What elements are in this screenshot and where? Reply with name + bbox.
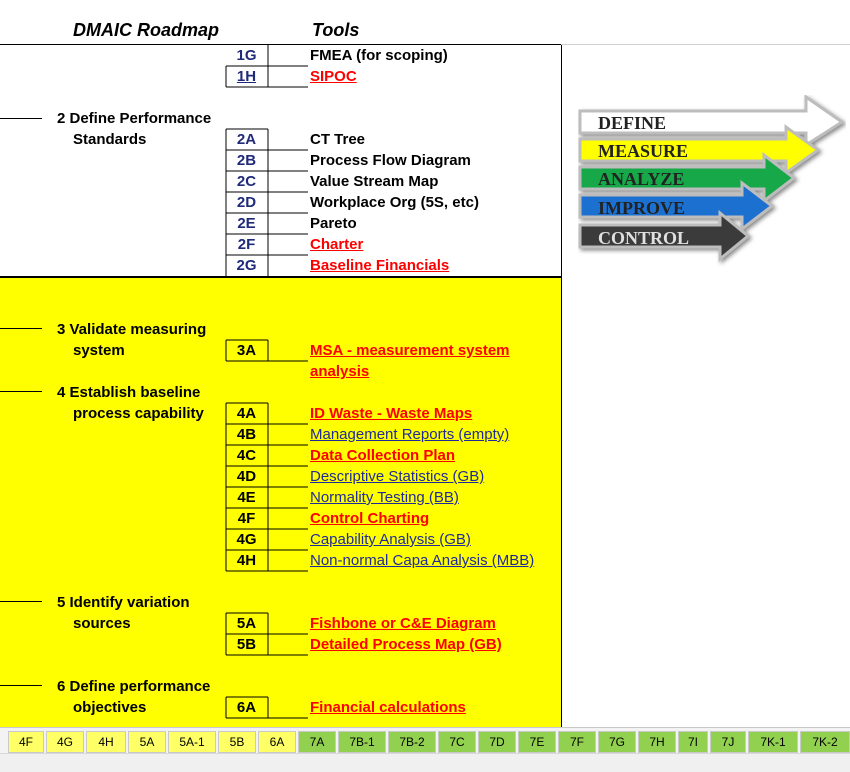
sheet-tab[interactable]: 7J bbox=[710, 731, 746, 753]
code-cell[interactable]: 2A bbox=[236, 131, 257, 148]
table-right-border bbox=[561, 44, 562, 727]
sheet-tab[interactable]: 7E bbox=[518, 731, 556, 753]
sheet-tab[interactable]: 7A bbox=[298, 731, 336, 753]
tool-link[interactable]: Capability Analysis (GB) bbox=[310, 531, 471, 548]
code-cell[interactable]: 4G bbox=[236, 531, 257, 548]
code-cell[interactable]: 1G bbox=[236, 47, 257, 64]
sheet-tab-bar bbox=[0, 727, 850, 754]
tool-cell[interactable]: Workplace Org (5S, etc) bbox=[310, 194, 479, 211]
code-cell[interactable]: 4H bbox=[236, 552, 257, 569]
sheet-tab[interactable]: 4F bbox=[8, 731, 44, 753]
dmaic-graphic bbox=[578, 95, 846, 270]
tool-link[interactable]: Control Charting bbox=[310, 510, 430, 527]
sheet-tab[interactable]: 7F bbox=[558, 731, 596, 753]
tool-link[interactable]: Baseline Financials bbox=[310, 257, 450, 274]
code-cell[interactable]: 4B bbox=[236, 426, 257, 443]
code-cell[interactable]: 6A bbox=[236, 699, 257, 716]
roadmap-header: DMAIC Roadmap bbox=[73, 20, 220, 40]
step-2-label: 2 Define Performance bbox=[57, 110, 212, 127]
step-3-label-line2: system bbox=[73, 342, 125, 359]
dmaic-improve-label: IMPROVE bbox=[598, 198, 685, 218]
tool-link-continued[interactable]: analysis bbox=[310, 363, 370, 380]
step-5-label-line2: sources bbox=[73, 615, 131, 632]
code-cell[interactable]: 2B bbox=[236, 152, 257, 169]
code-cell[interactable]: 5A bbox=[236, 615, 257, 632]
tool-link[interactable]: Data Collection Plan bbox=[310, 447, 456, 464]
tool-link[interactable]: Normality Testing (BB) bbox=[310, 489, 459, 506]
tools-header: Tools bbox=[312, 20, 360, 40]
code-cell[interactable]: 2E bbox=[237, 215, 256, 232]
tool-link[interactable]: ID Waste - Waste Maps bbox=[310, 405, 473, 422]
sheet-tab[interactable]: 7H bbox=[638, 731, 676, 753]
sheet-tab[interactable]: 7B-2 bbox=[388, 731, 436, 753]
tool-link[interactable]: Financial calculations bbox=[310, 699, 466, 716]
dmaic-measure-label: MEASURE bbox=[598, 141, 689, 161]
code-cell[interactable]: 2D bbox=[236, 194, 257, 211]
status-bar bbox=[0, 753, 850, 772]
tool-link[interactable]: Management Reports (empty) bbox=[310, 426, 510, 443]
sheet-tab[interactable]: 7I bbox=[678, 731, 708, 753]
sheet-tab[interactable]: 7D bbox=[478, 731, 516, 753]
code-cell[interactable]: 4C bbox=[236, 447, 257, 464]
code-cell[interactable]: 3A bbox=[236, 342, 257, 359]
code-cell[interactable]: 4F bbox=[237, 510, 256, 527]
tool-link[interactable]: Non-normal Capa Analysis (MBB) bbox=[310, 552, 535, 569]
sheet-tab[interactable]: 7K-1 bbox=[748, 731, 798, 753]
tool-link[interactable]: Fishbone or C&E Diagram bbox=[310, 615, 496, 632]
code-cell[interactable]: 2C bbox=[236, 173, 257, 190]
code-cell[interactable]: 4A bbox=[236, 405, 257, 422]
step-6-label: 6 Define performance bbox=[57, 678, 211, 695]
code-cell[interactable]: 4E bbox=[237, 489, 256, 506]
tool-cell[interactable]: Value Stream Map bbox=[310, 173, 439, 190]
sheet-tab[interactable]: 7B-1 bbox=[338, 731, 386, 753]
sheet-tab[interactable]: 7K-2 bbox=[800, 731, 850, 753]
step-6-label-line2: objectives bbox=[73, 699, 147, 716]
step-2-label-line2: Standards bbox=[73, 131, 147, 148]
tool-link[interactable]: SIPOC bbox=[310, 68, 357, 85]
tool-cell[interactable]: CT Tree bbox=[310, 131, 366, 148]
gridline bbox=[561, 44, 850, 45]
tool-link[interactable]: Descriptive Statistics (GB) bbox=[310, 468, 485, 485]
tool-link[interactable]: Detailed Process Map (GB) bbox=[310, 636, 502, 653]
step-3-label: 3 Validate measuring bbox=[57, 321, 207, 338]
step-5-label: 5 Identify variation bbox=[57, 594, 190, 611]
dmaic-control-label: CONTROL bbox=[598, 228, 690, 248]
code-cell[interactable]: 2G bbox=[236, 257, 257, 274]
sheet-tab[interactable]: 6A bbox=[258, 731, 296, 753]
sheet-tab[interactable]: 4H bbox=[86, 731, 126, 753]
step-4-label-line2: process capability bbox=[73, 405, 204, 422]
tool-cell[interactable]: Process Flow Diagram bbox=[310, 152, 471, 169]
sheet-tab[interactable]: 5B bbox=[218, 731, 256, 753]
code-cell[interactable]: 5B bbox=[236, 636, 257, 653]
tool-link[interactable]: Charter bbox=[310, 236, 364, 253]
code-cell[interactable]: 2F bbox=[237, 236, 256, 253]
tool-link[interactable]: MSA - measurement system bbox=[310, 342, 510, 359]
tool-cell[interactable]: Pareto bbox=[310, 215, 357, 232]
sheet-tab[interactable]: 5A bbox=[128, 731, 166, 753]
dmaic-analyze-label: ANALYZE bbox=[598, 169, 685, 189]
sheet-tab[interactable]: 5A-1 bbox=[168, 731, 216, 753]
code-cell[interactable]: 1H bbox=[236, 68, 257, 85]
dmaic-define-label: DEFINE bbox=[598, 113, 667, 133]
sheet-tab[interactable]: 7C bbox=[438, 731, 476, 753]
sheet-tab[interactable]: 7G bbox=[598, 731, 636, 753]
sheet-tab[interactable]: 4G bbox=[46, 731, 84, 753]
tool-cell[interactable]: FMEA (for scoping) bbox=[310, 47, 448, 64]
code-cell[interactable]: 4D bbox=[236, 468, 257, 485]
step-4-label: 4 Establish baseline bbox=[57, 384, 201, 401]
